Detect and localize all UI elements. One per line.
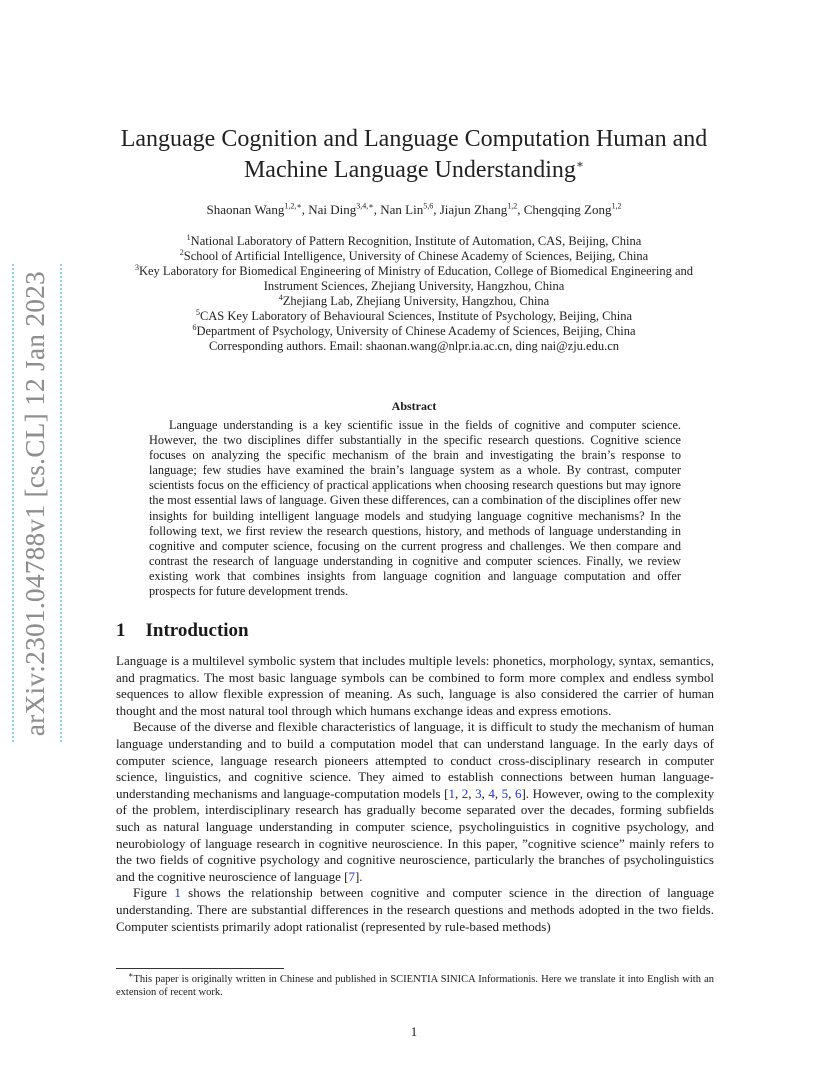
affiliation-item [112,309,716,324]
author-affil-sup: 1,2 [507,201,518,211]
corresponding-authors: Corresponding authors. Email: shaonan.wang@nlpr.ia.ac.cn, ding nai@zju.edu.cn [208,339,620,353]
arxiv-identifier-stamp [8,264,64,742]
paragraph-text: ]. [354,868,363,884]
affiliation-item [112,264,716,294]
author-name: Shaonan Wang [206,202,285,217]
affiliation-sup: 3 [134,262,139,272]
affiliation-list [112,234,716,354]
citation-link[interactable]: 3 [475,785,482,801]
citation-link[interactable]: 2 [461,785,469,801]
affiliation-item [112,324,716,339]
paragraph-text: Figure [133,885,175,901]
title-line-2-text: Machine Language Understanding [243,157,576,183]
affiliation-sup: 5 [195,307,200,317]
footnote-divider [116,968,284,969]
affiliation-text: School of Artificial Intelligence, University of Chinese Academy of Sciences, Beijing, China [183,249,649,263]
author-affil-sup: 3,4,∗ [356,201,374,211]
affiliation-item [112,249,716,264]
paragraph [116,885,714,935]
title-line-1: Language Cognition and Language Computation Human and [120,126,708,152]
affiliation-sup: 2 [179,247,184,257]
abstract-heading: Abstract [391,399,437,413]
paragraph-text: Because of the diverse and flexible characteristics of language, it is difficult to study the mechanism of human language understanding and to build a computation model that can understand language. In the early days of computer science, language research pioneers attempted to conduct cross-disciplinary research in computer science, linguistics, and cognitive science. They aimed to establish connections between human language-understanding mechanisms and language-computation models [ [116,719,714,801]
section-heading [116,620,249,642]
affiliation-text: CAS Key Laboratory of Behavioural Sciences, Institute of Psychology, Beijing, China [199,309,633,323]
affiliation-item [112,294,716,309]
author-name: Jiajun Zhang [439,202,508,217]
author-name: Nai Ding [308,202,357,217]
affiliation-sup: 4 [278,292,283,302]
footnote-text: This paper is originally written in Chinese and published in SCIENTIA SINICA Informationis. Here we translate it into English with an extension of recent work. [116,974,714,998]
footnote-mark: ∗ [128,970,134,980]
affiliation-text: National Laboratory of Pattern Recognition, Institute of Automation, CAS, Beijing, China [190,234,642,248]
section-number: 1 [116,620,126,641]
affiliation-item [112,234,716,249]
citation-link[interactable]: 1 [448,785,455,801]
title-footnote-mark: ∗ [575,157,585,171]
paragraph: Language is a multilevel symbolic system that includes multiple levels: phonetics, morphology, syntax, semantics, and pragmatics. The most basic language symbols can be combined to form more complex and endless symbol sequences to allow flexible expression of meaning. As such, language is also considered the carrier of human thought and the most natural tool through which humans exchange ideas and express emotions. [116,653,714,718]
figure-reference-link[interactable]: 1 [174,885,181,901]
citation-link[interactable]: 6 [514,785,522,801]
paragraph: Because of the diverse and flexible characteristics of language, it is difficult to study the mechanism of human language understanding and to build a computation model that can understand language. In the early days of computer science, language research pioneers attempted to conduct cross-disciplinary research in computer science, linguistics, and cognitive science. They aimed to establish connections between human language-understanding mechanisms and language-computation models [1, 2, 3, 4, 5, 6]. However, owing to the complexity of the problem, interdisciplinary research has gradually become separated over the decades, forming subfields such as natural language understanding in computer science, psycholinguistics in cognitive psychology, and neurobiology of language research in cognitive neuroscience. In this paper, ”cognitive science” mainly refers to the two fields of cognitive psychology and cognitive neuroscience, particularly the branches of psycholinguistics and the cognitive neuroscience of language [7]. [116,719,715,884]
author-name: Chengqing Zong [523,202,612,217]
section-body [116,653,714,935]
section-title: Introduction [145,620,249,641]
affiliation-text: Zhejiang Lab, Zhejiang University, Hangzhou, China [282,294,550,308]
abstract-text: Language understanding is a key scientific issue in the fields of cognitive and computer science. However, the two disciplines differ substantially in the specific research questions. Cognitive science focuses on analyzing the specific mechanism of the brain and investigating the brain’s response to language; few studies have examined the brain’s language system as a whole. By contrast, computer scientists focus on the efficiency of practical applications when choosing research questions but may ignore the most essential laws of language. Given these differences, can a combination of the disciplines offer new insights for building intelligent language models and studying language cognitive mechanisms? In the following text, we first review the research questions, history, and methods of language understanding in cognitive and computer science, focusing on the current progress and challenges. We then compare and contrast the research of language understanding in cognitive and computer sciences. Finally, we review existing work that combines insights from language cognition and language computation and offer prospects for future development trends. [149,418,681,599]
author-affil-sup: 5,6 [423,201,434,211]
affiliation-text: Department of Psychology, University of Chinese Academy of Sciences, Beijing, China [196,324,636,338]
paper-title [100,124,728,186]
citation-link[interactable]: 7 [348,868,355,884]
paragraph-text: ]. However, owing to the complexity of the problem, interdisciplinary research has gradually become separated over the decades, forming subfields such as natural language understanding in computer science, psycholinguistics in cognitive psychology, and neurobiology of language research in cognitive neuroscience. In this paper, ”cognitive science” mainly refers to the two fields of cognitive psychology and cognitive neuroscience, particularly the branches of psycholinguistics and the cognitive neuroscience of language [ [116,785,715,884]
author-affil-sup: 1,2 [611,201,622,211]
title-line-2 [100,155,728,186]
affiliation-text: Key Laboratory for Biomedical Engineering of Ministry of Education, College of Biomedical Engineering and Instrument Sciences, Zhejiang University, Hangzhou, China [138,264,693,293]
citation-link[interactable]: 5 [501,785,509,801]
author-name: Nan Lin [380,202,424,217]
arxiv-identifier-text: arXiv:2301.04788v1 [cs.CL] 12 Jan 2023 [20,270,51,736]
footnote [116,970,714,999]
page-number: 1 [410,1024,418,1039]
affiliation-sup: 6 [192,322,197,332]
author-affil-sup: 1,2,∗ [284,201,302,211]
affiliation-sup: 1 [186,232,191,242]
author-list: Shaonan Wang$^{1,2,∗}$, Nai Ding$^{3,4,∗}$, Nan Lin$^{5,6}$, Jiajun Zhang$^{1,2}$, Chengqing Zong$^{1,2}$ [206,201,622,217]
paragraph-text: shows the relationship between cognitive and computer science in the direction of language understanding. There are substantial differences in the research questions and methods adopted in the two fields. Computer scientists primarily adopt rationalist (represented by rule-based methods) [116,885,714,934]
citation-link[interactable]: 4 [488,785,495,801]
